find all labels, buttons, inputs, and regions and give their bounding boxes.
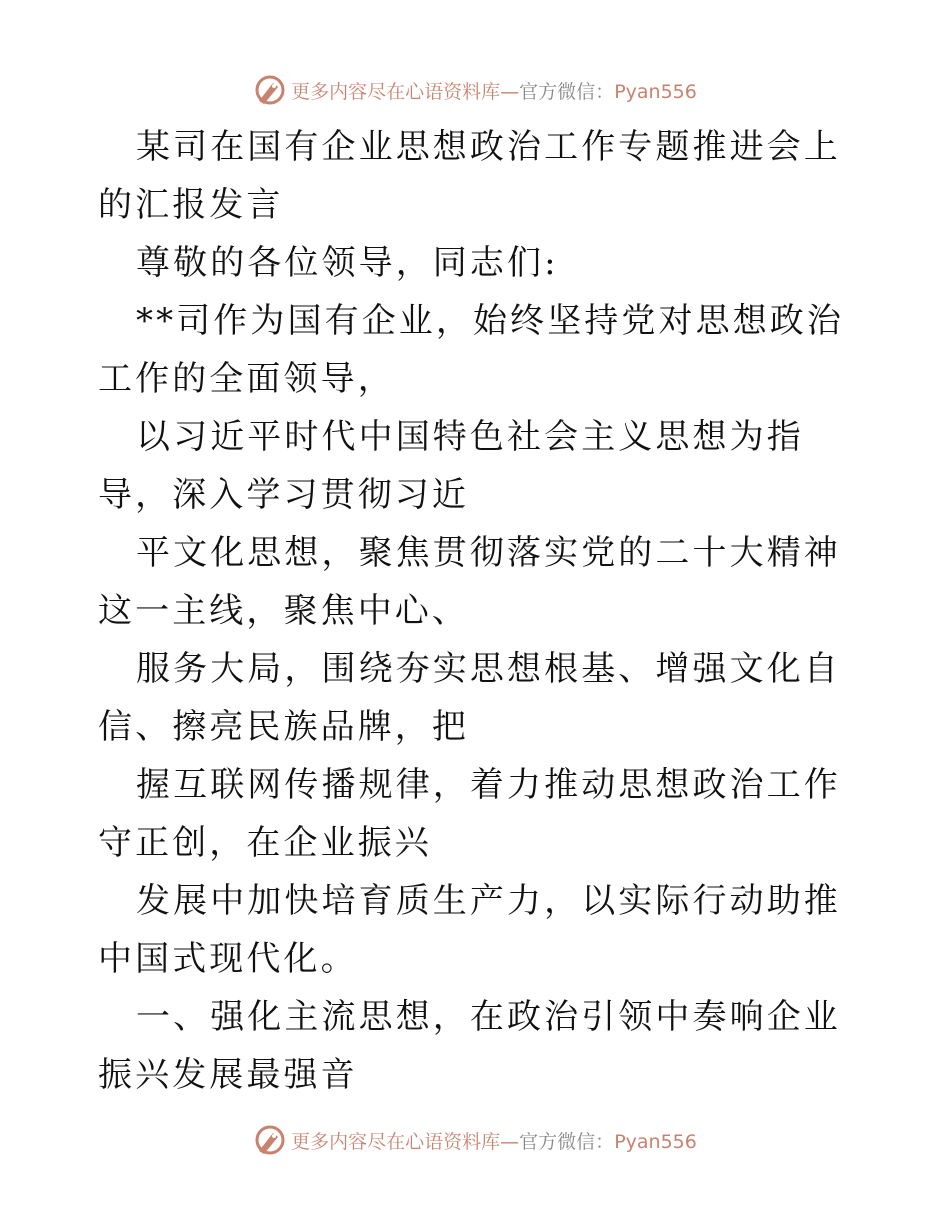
paragraph: 发展中加快培育质生产力，以实际行动助推中国式现代化。: [98, 881, 841, 979]
header-banner-wechat-id: Pyan556: [614, 80, 697, 103]
header-banner: [0, 70, 950, 110]
pen-nib-circle-icon: [253, 1123, 287, 1157]
footer-banner-text: [291, 1127, 697, 1154]
footer-banner-wechat-id: Pyan556: [614, 1130, 697, 1153]
footer-banner-wechat-label: 官方微信：: [519, 1130, 615, 1153]
header-banner-separator: —: [500, 80, 520, 103]
paragraph: **司作为国有企业，始终坚持党对思想政治工作的全面领导，: [98, 301, 844, 399]
pen-nib-circle-icon: [253, 73, 287, 107]
header-banner-wechat-label: 官方微信：: [519, 80, 615, 103]
paragraph: 握互联网传播规律，着力推动思想政治工作守正创，在企业振兴: [98, 765, 841, 863]
document-title: 某司在国有企业思想政治工作专题推进会上的汇报发言: [98, 127, 841, 225]
paragraph: 以习近平时代中国特色社会主义思想为指导，深入学习贯彻习近: [98, 417, 804, 515]
paragraph: 平文化思想，聚焦贯彻落实党的二十大精神这一主线，聚焦中心、: [98, 533, 841, 631]
document-body: [98, 118, 858, 1104]
footer-banner: [0, 1120, 950, 1160]
section-heading: 一、强化主流思想，在政治引领中奏响企业振兴发展最强音: [98, 997, 841, 1095]
header-banner-text: [291, 77, 697, 104]
paragraph: 服务大局，围绕夯实思想根基、增强文化自信、擦亮民族品牌，把: [98, 649, 841, 747]
salutation: 尊敬的各位领导，同志们:: [136, 243, 559, 283]
footer-banner-separator: —: [500, 1130, 520, 1153]
header-banner-title: 更多内容尽在心语资料库: [291, 80, 501, 103]
footer-banner-title: 更多内容尽在心语资料库: [291, 1130, 501, 1153]
